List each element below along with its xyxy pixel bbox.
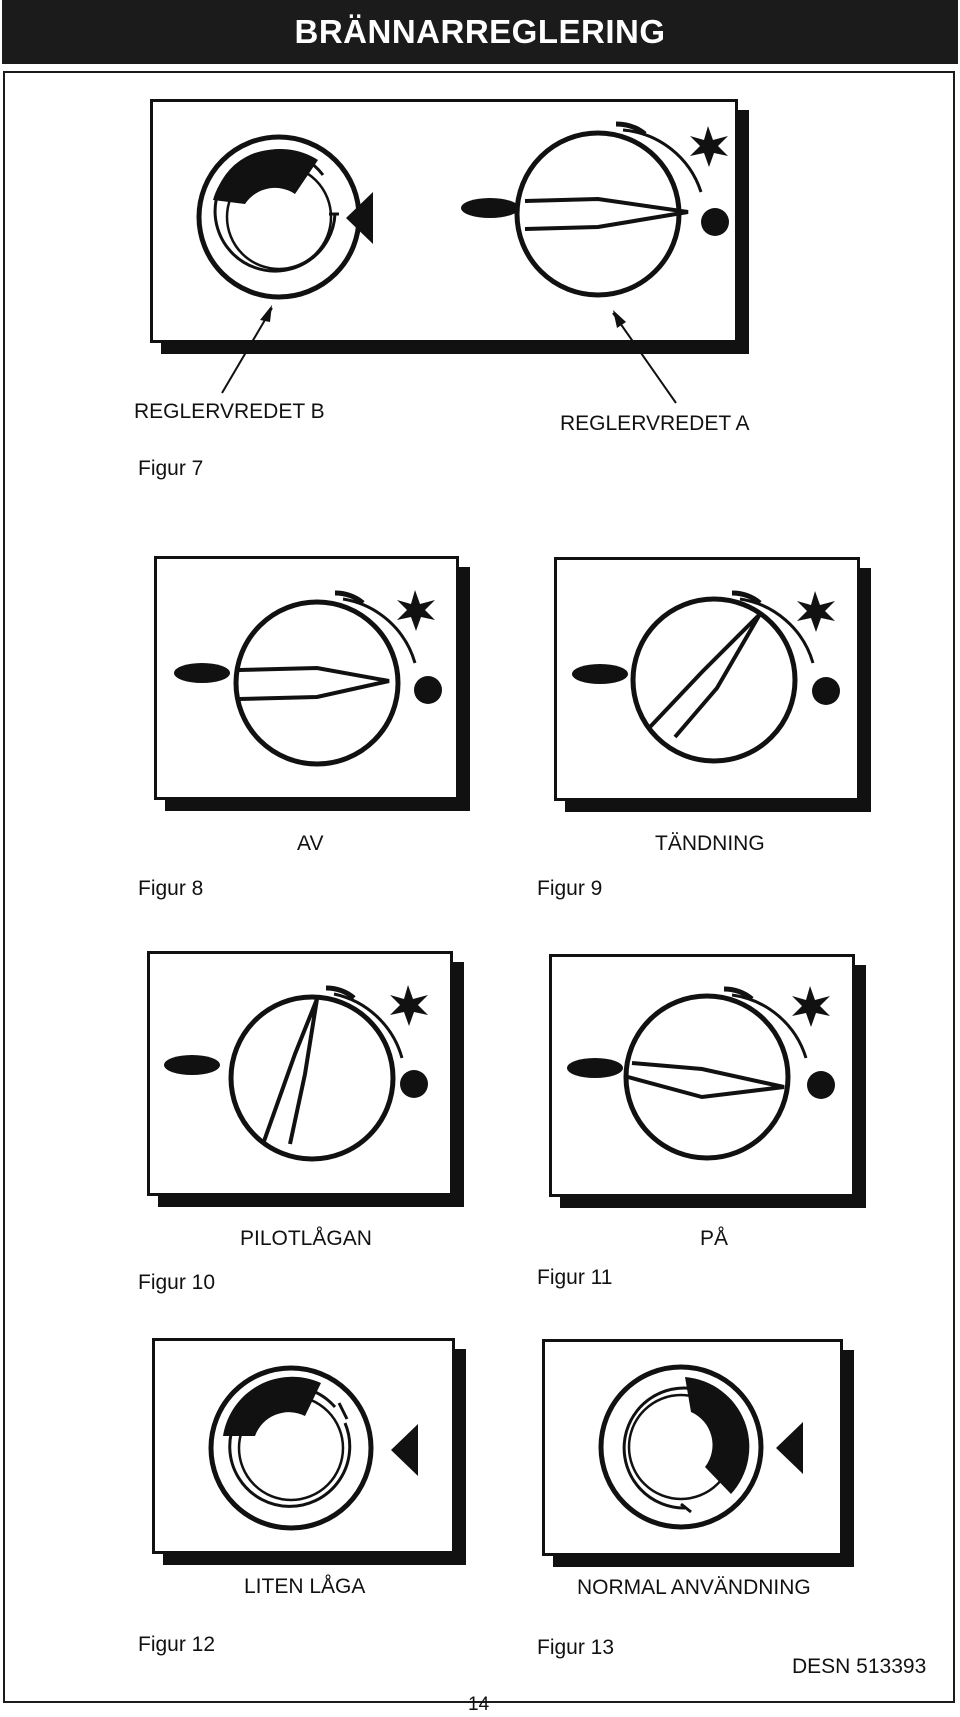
on-dot-icon	[807, 1071, 835, 1099]
figure-9-panel	[554, 557, 860, 801]
figure-7-label-a: REGLERVREDET A	[560, 412, 750, 435]
figure-8-caption: Figur 8	[138, 877, 204, 900]
burner-knob	[236, 602, 398, 764]
on-dot-icon	[701, 208, 729, 236]
on-dot-icon	[400, 1070, 428, 1098]
figure-13-caption: Figur 13	[537, 1636, 615, 1659]
pilot-flame-icon	[567, 1058, 623, 1078]
figure-11-caption: Figur 11	[537, 1266, 613, 1289]
figure-11-drawing	[552, 957, 858, 1200]
figure-8-panel	[154, 556, 459, 800]
burner-knob	[211, 1368, 371, 1528]
figure-13-label: NORMAL ANVÄNDNING	[577, 1576, 811, 1599]
pilot-flame-icon	[572, 664, 628, 684]
figure-7-caption: Figur 7	[138, 457, 204, 480]
burner-knob	[601, 1367, 761, 1527]
figure-12-label: LITEN LÅGA	[244, 1575, 366, 1598]
spark-icon	[397, 590, 435, 631]
figure-9-caption: Figur 9	[537, 877, 603, 900]
figure-11-label: PÅ	[700, 1227, 729, 1250]
figure-13-panel	[542, 1339, 843, 1556]
figure-12-drawing	[155, 1341, 458, 1557]
spark-icon	[797, 591, 835, 632]
figure-10-panel	[147, 951, 453, 1196]
burner-knob	[231, 997, 393, 1159]
spark-icon	[690, 126, 728, 167]
figure-9-drawing	[557, 560, 863, 804]
figure-13-drawing	[545, 1342, 846, 1559]
indicator-triangle-icon	[776, 1422, 803, 1474]
burner-knob	[633, 599, 795, 761]
indicator-triangle-icon	[391, 1424, 418, 1476]
burner-knob-b	[199, 137, 359, 297]
pilot-flame-icon	[461, 198, 519, 218]
document-code: DESN 513393	[792, 1655, 927, 1678]
figure-8-label: AV	[297, 832, 324, 855]
burner-knob-a	[517, 133, 688, 295]
figure-9-label: TÄNDNING	[655, 832, 765, 855]
figure-7-arrows	[200, 300, 700, 410]
burner-knob	[626, 996, 788, 1158]
on-dot-icon	[414, 676, 442, 704]
spark-icon	[792, 986, 830, 1027]
pilot-flame-icon	[174, 663, 230, 683]
page-header	[2, 0, 958, 64]
figure-8-drawing	[157, 559, 462, 803]
figure-10-label: PILOTLÅGAN	[240, 1227, 372, 1250]
page-title: BRÄNNARREGLERING	[294, 13, 666, 50]
figure-10-drawing	[150, 954, 456, 1199]
on-dot-icon	[812, 677, 840, 705]
figure-12-panel	[152, 1338, 455, 1554]
page-number: 14	[468, 1694, 490, 1715]
figure-11-panel	[549, 954, 855, 1197]
pilot-flame-icon	[164, 1055, 220, 1075]
spark-icon	[390, 985, 428, 1026]
figure-12-caption: Figur 12	[138, 1633, 216, 1656]
figure-7-label-b: REGLERVREDET B	[134, 400, 325, 423]
figure-10-caption: Figur 10	[138, 1271, 216, 1294]
